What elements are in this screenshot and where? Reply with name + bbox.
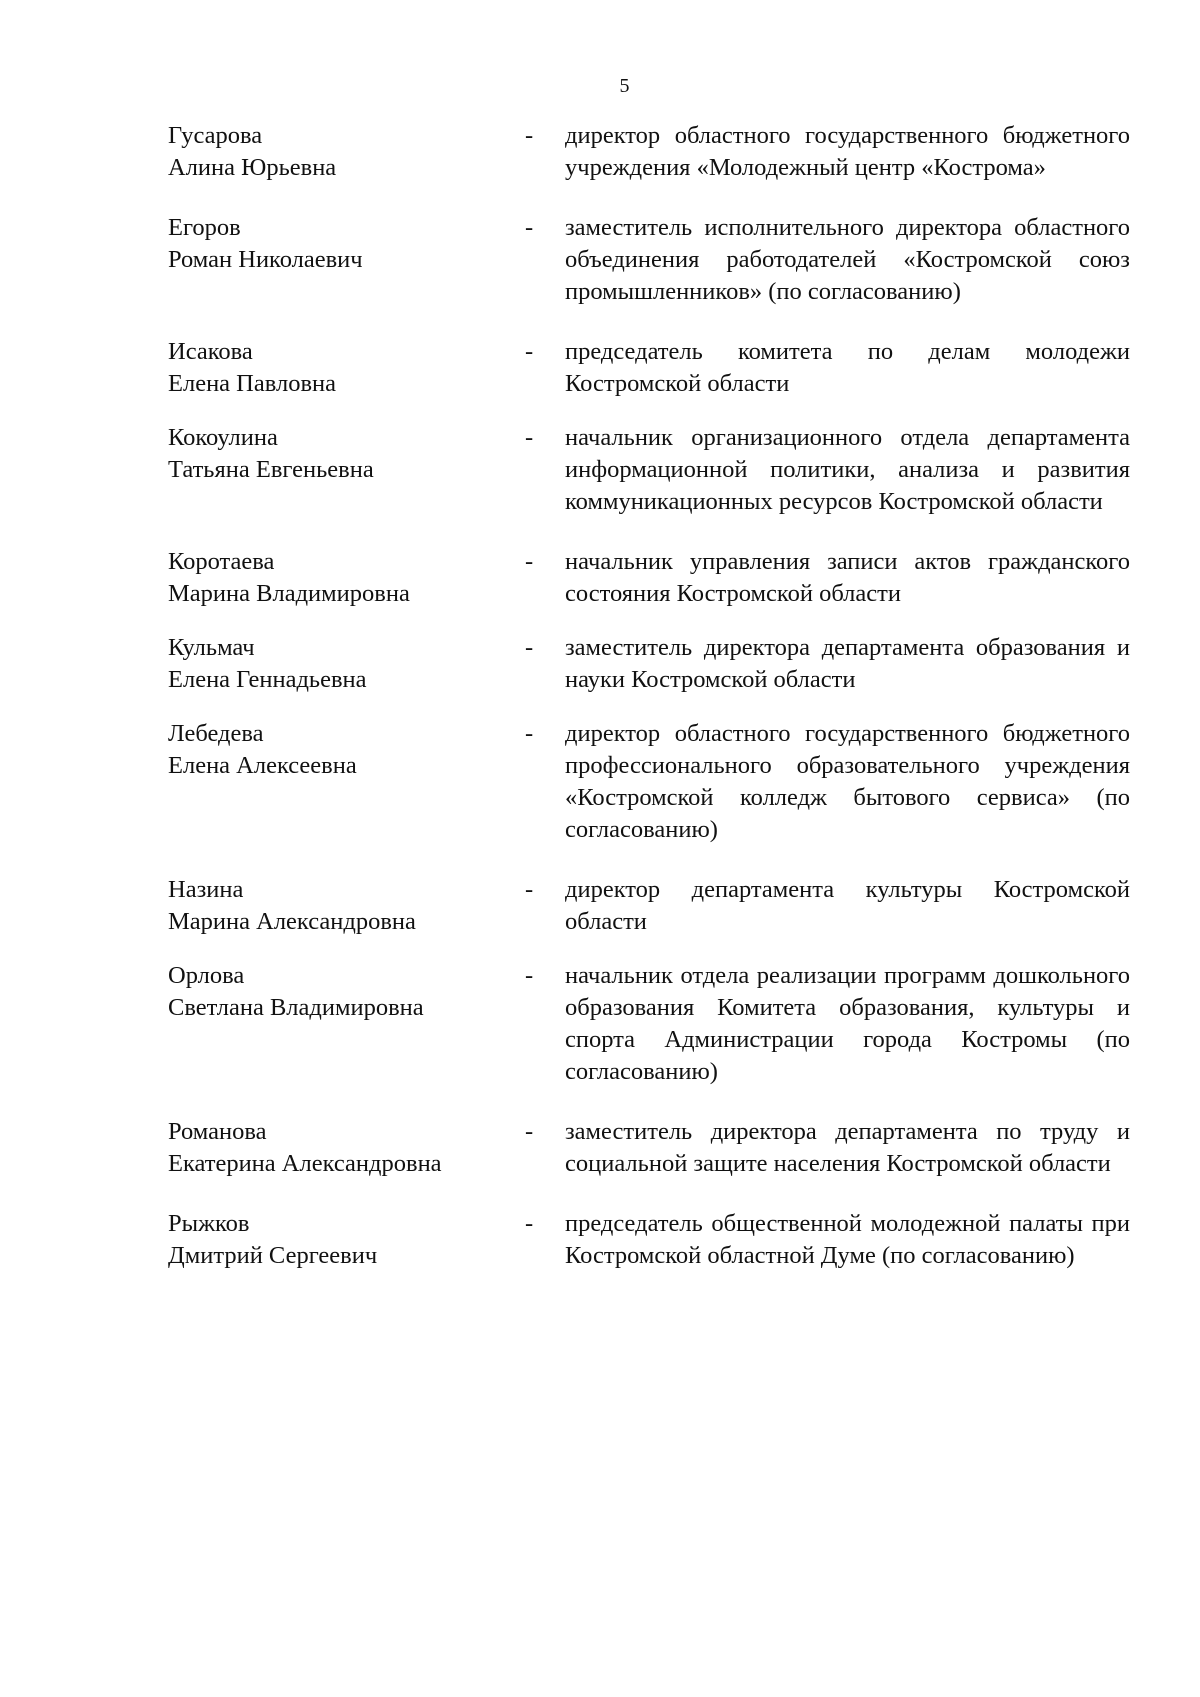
dash-separator: - (525, 424, 534, 451)
member-given-names: Марина Александровна (168, 908, 416, 935)
member-surname: Кокоулина (168, 424, 278, 451)
member-given-names: Светлана Владимировна (168, 994, 424, 1021)
dash-separator: - (525, 122, 534, 149)
dash-separator: - (525, 548, 534, 575)
list-item (168, 718, 1130, 846)
member-surname: Гусарова (168, 122, 263, 149)
member-name (168, 546, 525, 610)
member-given-names: Екатерина Александровна (168, 1150, 442, 1177)
list-item (168, 874, 1130, 938)
list-item (168, 960, 1130, 1088)
member-given-names: Дмитрий Сергеевич (168, 1242, 378, 1269)
member-name (168, 632, 525, 696)
member-role: председатель общественной молодежной палаты при Костромской областной Думе (по согласованию) (565, 1210, 1130, 1269)
member-surname: Исакова (168, 338, 253, 365)
member-given-names: Роман Николаевич (168, 246, 363, 273)
member-name (168, 718, 525, 782)
dash-separator: - (525, 214, 534, 241)
member-name (168, 120, 525, 184)
member-role: директор областного государственного бюджетного учреждения «Молодежный центр «Кострома» (565, 122, 1130, 181)
member-name (168, 422, 525, 486)
member-surname: Лебедева (168, 720, 264, 747)
dash-separator: - (525, 338, 534, 365)
list-item (168, 422, 1130, 518)
member-surname: Коротаева (168, 548, 275, 575)
member-name (168, 212, 525, 276)
list-item (168, 120, 1130, 184)
member-surname: Назина (168, 876, 244, 903)
member-given-names: Елена Алексеевна (168, 752, 357, 779)
member-name (168, 336, 525, 400)
member-given-names: Елена Геннадьевна (168, 666, 367, 693)
member-role: заместитель исполнительного директора областного объединения работодателей «Костромской союз промышленников» (по согласованию) (565, 214, 1130, 305)
list-item (168, 1116, 1130, 1180)
member-name (168, 874, 525, 938)
members-list (168, 120, 1130, 1272)
member-role: заместитель директора департамента по труду и социальной защите населения Костромской области (565, 1118, 1130, 1177)
member-surname: Романова (168, 1118, 267, 1145)
member-name (168, 960, 525, 1024)
member-surname: Орлова (168, 962, 245, 989)
member-role: директор департамента культуры Костромской области (565, 876, 1130, 935)
member-role: директор областного государственного бюджетного профессионального образовательного учреждения «Костромской колледж бытового сервиса» (по согласованию) (565, 720, 1130, 843)
member-surname: Кульмач (168, 634, 255, 661)
member-given-names: Алина Юрьевна (168, 154, 337, 181)
member-given-names: Татьяна Евгеньевна (168, 456, 374, 483)
member-name (168, 1208, 525, 1272)
member-role: начальник управления записи актов гражданского состояния Костромской области (565, 548, 1130, 607)
member-role: начальник отдела реализации программ дошкольного образования Комитета образования, культуры и спорта Администрации города Костромы (по согласованию) (565, 962, 1130, 1085)
list-item (168, 336, 1130, 400)
member-given-names: Елена Павловна (168, 370, 337, 397)
member-surname: Егоров (168, 214, 241, 241)
page-number: 5 (619, 75, 630, 97)
member-role: председатель комитета по делам молодежи Костромской области (565, 338, 1130, 397)
list-item (168, 632, 1130, 696)
dash-separator: - (525, 1210, 534, 1237)
dash-separator: - (525, 876, 534, 903)
member-name (168, 1116, 525, 1180)
member-given-names: Марина Владимировна (168, 580, 410, 607)
member-role: начальник организационного отдела департамента информационной политики, анализа и развития коммуникационных ресурсов Костромской области (565, 424, 1130, 515)
dash-separator: - (525, 1118, 534, 1145)
list-item (168, 212, 1130, 308)
list-item (168, 1208, 1130, 1272)
dash-separator: - (525, 634, 534, 661)
dash-separator: - (525, 720, 534, 747)
dash-separator: - (525, 962, 534, 989)
list-item (168, 546, 1130, 610)
member-role: заместитель директора департамента образования и науки Костромской области (565, 634, 1130, 693)
member-surname: Рыжков (168, 1210, 250, 1237)
